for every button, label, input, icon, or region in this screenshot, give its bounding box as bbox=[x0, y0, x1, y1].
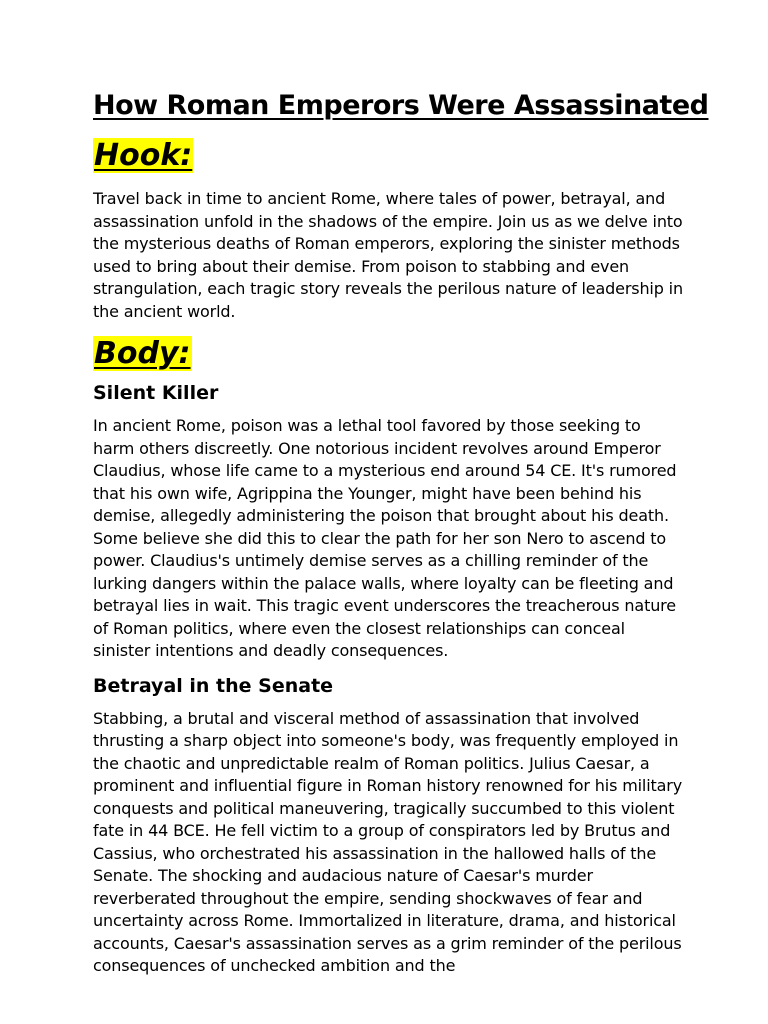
section-paragraph-betrayal-in-the-senate: Stabbing, a brutal and visceral method of assassination that involved thrusting a sharp object into someone's body, was frequently employed in the chaotic and unpredictable realm of Roman politics. Julius Caesar, a prominent and influential figure in Roman history renowned for his military conquests and political maneuvering, tragically succumbed to this violent fate in 44 BCE. He fell victim to a group of conspirators led by Brutus and Cassius, who orchestrated his assassination in the hallowed halls of the Senate. The shocking and audacious nature of Caesar's murder reverberated throughout the empire, sending shockwaves of fear and uncertainty across Rome. Immortalized in literature, drama, and historical accounts, Caesar's assassination serves as a grim reminder of the perilous consequences of unchecked ambition and the bbox=[93, 708, 683, 975]
hook-paragraph: Travel back in time to ancient Rome, where tales of power, betrayal, and assassination unfold in the shadows of the empire. Join us as we delve into the mysterious deaths of Roman emperors, exploring the sinister methods used to bring about their demise. From poison to stabbing and even strangulation, each tragic story reveals the perilous nature of leadership in the ancient world. bbox=[93, 189, 683, 321]
body-heading bbox=[93, 334, 683, 374]
section-heading-silent-killer: Silent Killer bbox=[93, 382, 219, 404]
document-page bbox=[93, 88, 709, 978]
hook-heading bbox=[93, 136, 683, 176]
hook-heading-highlight: Hook: bbox=[94, 138, 193, 173]
section-heading-betrayal-in-the-senate: Betrayal in the Senate bbox=[93, 674, 334, 697]
document-title: How Roman Emperors Were Assassinated bbox=[93, 90, 709, 121]
body-heading-highlight: Body: bbox=[94, 336, 191, 371]
section-paragraph-silent-killer: In ancient Rome, poison was a lethal tool favored by those seeking to harm others discreetly. One notorious incident revolves around Emperor Claudius, whose life came to a mysterious end around 54 CE. It's rumored that his own wife, Agrippina the Younger, might have been behind his demise, allegedly administering the poison that brought about his death. Some believe she did this to clear the path for her son Nero to ascend to power. Claudius's untimely demise serves as a chilling reminder of the lurking dangers within the palace walls, where loyalty can be fleeting and betrayal lies in wait. This tragic event underscores the treacherous nature of Roman politics, where even the closest relationships can conceal sinister intentions and deadly consequences. bbox=[93, 416, 677, 660]
